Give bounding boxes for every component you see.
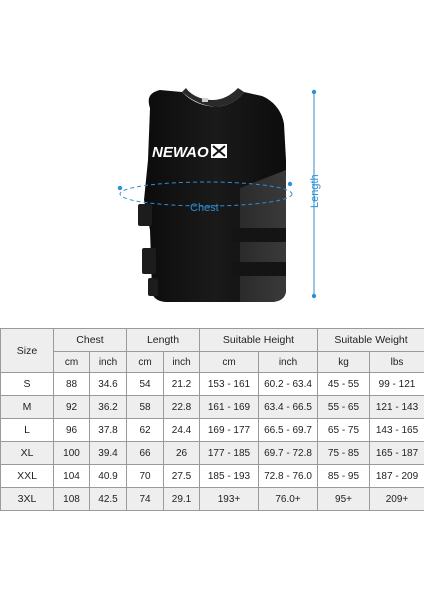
table-cell: 29.1 xyxy=(164,488,200,511)
table-cell: 95+ xyxy=(318,488,370,511)
table-cell: 177 - 185 xyxy=(200,442,259,465)
table-cell: 143 - 165 xyxy=(370,419,424,442)
table-cell: 100 xyxy=(54,442,90,465)
unit-header: lbs xyxy=(370,352,424,373)
size-cell: S xyxy=(1,373,54,396)
table-cell: 88 xyxy=(54,373,90,396)
table-row xyxy=(1,373,424,396)
unit-header: inch xyxy=(259,352,318,373)
table-cell: 165 - 187 xyxy=(370,442,424,465)
length-measure xyxy=(309,90,321,298)
table-cell: 70 xyxy=(127,465,164,488)
table-cell: 74 xyxy=(127,488,164,511)
table-cell: 36.2 xyxy=(90,396,127,419)
table-unit-header-row xyxy=(1,352,424,373)
table-cell: 185 - 193 xyxy=(200,465,259,488)
unit-header: cm xyxy=(54,352,90,373)
size-cell: 3XL xyxy=(1,488,54,511)
size-cell: M xyxy=(1,396,54,419)
table-row xyxy=(1,396,424,419)
life-vest xyxy=(138,88,286,302)
table-cell: 27.5 xyxy=(164,465,200,488)
table-cell: 45 - 55 xyxy=(318,373,370,396)
table-cell: 37.8 xyxy=(90,419,127,442)
table-cell: 58 xyxy=(127,396,164,419)
table-cell: 42.5 xyxy=(90,488,127,511)
table-cell: 24.4 xyxy=(164,419,200,442)
unit-header: inch xyxy=(164,352,200,373)
table-cell: 55 - 65 xyxy=(318,396,370,419)
table-cell: 54 xyxy=(127,373,164,396)
unit-header: cm xyxy=(127,352,164,373)
chest-label: Chest xyxy=(190,202,219,214)
table-cell: 121 - 143 xyxy=(370,396,424,419)
table-cell: 63.4 - 66.5 xyxy=(259,396,318,419)
size-header: Size xyxy=(1,329,54,373)
table-cell: 21.2 xyxy=(164,373,200,396)
table-cell: 85 - 95 xyxy=(318,465,370,488)
unit-header: kg xyxy=(318,352,370,373)
table-cell: 187 - 209 xyxy=(370,465,424,488)
table-row xyxy=(1,442,424,465)
table-cell: 69.7 - 72.8 xyxy=(259,442,318,465)
size-cell: XXL xyxy=(1,465,54,488)
table-cell: 104 xyxy=(54,465,90,488)
size-cell: XL xyxy=(1,442,54,465)
unit-header: cm xyxy=(200,352,259,373)
length-header: Length xyxy=(127,329,200,352)
table-row xyxy=(1,488,424,511)
table-cell: 66.5 - 69.7 xyxy=(259,419,318,442)
length-label: Length xyxy=(309,174,321,208)
table-group-header-row xyxy=(1,329,424,352)
table-cell: 62 xyxy=(127,419,164,442)
weight-header: Suitable Weight xyxy=(318,329,424,352)
table-cell: 60.2 - 63.4 xyxy=(259,373,318,396)
table-cell: 108 xyxy=(54,488,90,511)
unit-header: inch xyxy=(90,352,127,373)
table-cell: 96 xyxy=(54,419,90,442)
table-cell: 26 xyxy=(164,442,200,465)
table-cell: 153 - 161 xyxy=(200,373,259,396)
table-cell: 22.8 xyxy=(164,396,200,419)
size-cell: L xyxy=(1,419,54,442)
table-cell: 193+ xyxy=(200,488,259,511)
table-cell: 92 xyxy=(54,396,90,419)
table-cell: 34.6 xyxy=(90,373,127,396)
table-cell: 72.8 - 76.0 xyxy=(259,465,318,488)
table-cell: 76.0+ xyxy=(259,488,318,511)
table-cell: 75 - 85 xyxy=(318,442,370,465)
table-cell: 161 - 169 xyxy=(200,396,259,419)
size-chart-table xyxy=(0,328,424,511)
table-cell: 39.4 xyxy=(90,442,127,465)
height-header: Suitable Height xyxy=(200,329,318,352)
table-cell: 99 - 121 xyxy=(370,373,424,396)
chest-header: Chest xyxy=(54,329,127,352)
table-row xyxy=(1,465,424,488)
size-table-body xyxy=(1,373,424,511)
table-row xyxy=(1,419,424,442)
table-cell: 66 xyxy=(127,442,164,465)
brand-logo: NEWAO xyxy=(152,144,209,161)
table-cell: 65 - 75 xyxy=(318,419,370,442)
table-cell: 209+ xyxy=(370,488,424,511)
table-cell: 169 - 177 xyxy=(200,419,259,442)
table-cell: 40.9 xyxy=(90,465,127,488)
